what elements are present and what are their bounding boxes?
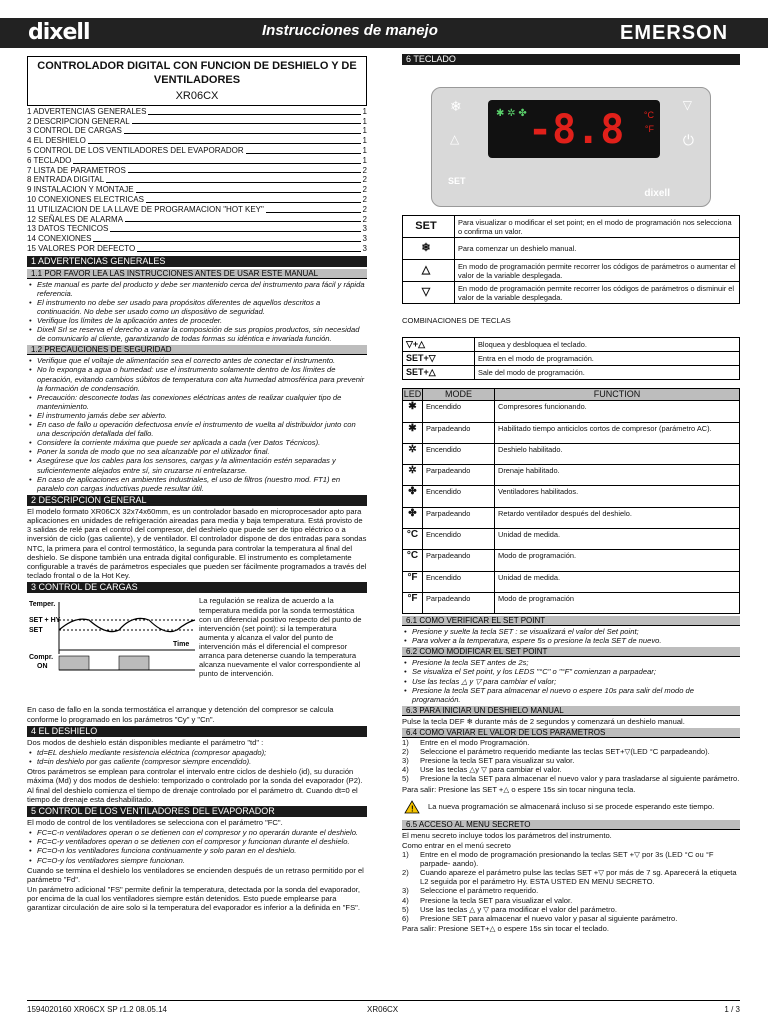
control-diagram (27, 596, 197, 704)
led-mode: Encendido (423, 443, 495, 464)
item-text: Cuando apareze el parámetro pulse las teclas SET +▽ por más de 7 sg. Aparecerá la etiqueta L2 seguida por el parámetro Hy. ESTA USTED EN MENU SECRETO. (420, 868, 737, 887)
item-number: 2) (402, 868, 409, 878)
list-item: • Para volver a la temperatura, espere 5s o presione la tecla SET de nuevo. (402, 636, 740, 645)
section-5-text-2: Cuando se termina el deshielo los ventiladores se encienden después de un retraso permitido por el parámetro "Fd". (27, 865, 364, 884)
led-function: Habilitado tiempo anticiclos cortos de compresor (parámetro AC). (495, 422, 740, 443)
section-3-text: La regulación se realiza de acuerdo a la temperatura medida por la sonda termostática con un diferencial positivo respecto del punto de intervención (set point): si la temperatura aumenta y alcanza el valor del punto de intervención más el diferencial el compresor arranca para detenerse cuando la temperatura alcanza nuevamente el valor correspondiente al punto de intervención. (199, 596, 362, 679)
combination-keys[interactable]: SET+▽ (406, 353, 436, 364)
item-number: 3) (402, 886, 409, 896)
toc-entry-title: 4 EL DESHIELO (27, 136, 86, 146)
numbered-item (402, 738, 740, 747)
diagram-compr-label: Compr. (29, 654, 54, 662)
combination-keys-cell (403, 338, 475, 352)
diagram-on-label: ON (37, 663, 48, 671)
key-row (403, 260, 740, 282)
led-row (403, 592, 740, 613)
numbered-item (402, 896, 740, 905)
section-6-4-heading: 6.4 COMO VARIAR EL VALOR DE LOS PARAMETROS (402, 728, 740, 738)
toc-leader (128, 166, 361, 174)
combination-row (403, 338, 740, 352)
toc-entry-title: 7 LISTA DE PARAMETROS (27, 165, 126, 175)
toc-entry-page: 3 (362, 243, 367, 253)
set-key[interactable]: SET (448, 176, 466, 186)
item-text: Use las teclas △y ▽ para cambiar el valor. (420, 765, 562, 775)
section-6-5-heading: 6.5 ACCESO AL MENU SECRETO (402, 820, 740, 830)
toc-entry-page: 1 (362, 116, 367, 126)
key-symbol[interactable]: ▽ (421, 286, 431, 298)
numbered-item (402, 914, 740, 923)
led-row (403, 507, 740, 528)
item-text: Use las teclas △ y ▽ para modificar el valor del parámetro. (420, 904, 617, 914)
section-1-1-list (27, 280, 367, 344)
list-item: • FC=C-y ventiladores operan o se detienen con el compresor y funcionan durante el deshielo. (27, 837, 367, 846)
item-text: Presione la tecla SET para visualizar el valor. (420, 895, 573, 905)
toc-entry[interactable] (27, 175, 367, 185)
led-row (403, 465, 740, 486)
section-5-text: El modo de control de los ventiladores se selecciona con el parámetro "FC". (27, 818, 283, 828)
item-text: Presione la tecla SET para almacenar el nuevo valor y para trasladarse al siguiente parámetro. (420, 774, 740, 784)
toc-entry-page: 2 (362, 204, 367, 214)
led-header-cell: LED (403, 389, 422, 400)
led-icon: °F (403, 571, 423, 592)
keyboard-display (488, 100, 660, 158)
list-item: • No lo exponga a agua o humedad: use el instrumento solamente dentro de los límites de operación, evitando cambios súbitos de temperatura con alta humedad atmosférica para prevenir la formación de condensación. (27, 365, 367, 392)
toc-entry-page: 1 (362, 136, 367, 146)
footer-model: XR06CX (367, 1005, 399, 1014)
item-number: 2) (402, 747, 409, 757)
numbered-item (402, 905, 740, 914)
section-6-4-exit: Para salir: Presione las SET +△ o espere 15s sin tocar ninguna tecla. (402, 784, 636, 794)
list-item: • En caso de fallo u operación defectuosa envíe el instrumento de vuelta al distribuidor junto con una descripción detallada del fallo. (27, 420, 367, 438)
led-function: Deshielo habilitado. (495, 443, 740, 464)
led-row (403, 550, 740, 571)
toc-entry[interactable] (27, 146, 367, 156)
list-item: • Se visualiza el Set point, y los LEDS "°C" o "°F" comienzan a parpadear; (402, 667, 740, 676)
toc-entry[interactable] (27, 234, 367, 244)
toc-entry-title: 9 INSTALACION Y MONTAJE (27, 185, 134, 195)
section-6-5-exit: Para salir: Presione SET+△ o espere 15s sin tocar el teclado. (402, 923, 609, 933)
up-arrow-icon[interactable]: △ (450, 132, 460, 146)
list-item: • Precaución: desconecte todas las conexiones eléctricas antes de realizar cualquier tipo de mantenimiento. (27, 393, 367, 411)
key-symbol[interactable]: ❄ (421, 242, 431, 254)
list-item: • En caso de aplicaciones en ambientes industriales, el uso de filtros (nuestro mod. FT1) en paralelo con cargas inductivas puede resultar útil. (27, 475, 367, 493)
led-icon: °F (403, 592, 423, 613)
led-mode: Parpadeando (423, 422, 495, 443)
left-column (27, 56, 367, 913)
key-combinations-table (402, 337, 740, 380)
led-icon: ✤ (403, 486, 423, 507)
item-number: 4) (402, 765, 409, 775)
toc-entry-page: 1 (362, 155, 367, 165)
toc-entry-title: 14 CONEXIONES (27, 234, 92, 244)
section-4-text: Dos modos de deshielo están disponibles mediante el parámetro "td" : (27, 737, 264, 747)
led-icon: °C (403, 550, 423, 571)
led-function: Ventiladores habilitados. (495, 486, 740, 507)
led-mode: Encendido (423, 571, 495, 592)
toc-leader (125, 215, 361, 223)
toc-entry-page: 2 (362, 214, 367, 224)
section-4-heading: 4 EL DESHIELO (27, 726, 367, 737)
list-item: • Verifique los límites de la aplicación antes de proceder. (27, 316, 367, 325)
toc-entry-page: 2 (362, 194, 367, 204)
item-number: 3) (402, 756, 409, 766)
list-item: • Presione y suelte la tecla SET : se visualizará el valor del Set point; (402, 627, 740, 636)
led-header-cell: MODE (423, 389, 495, 401)
list-item: • FC=O-y los ventiladores siempre funcionan. (27, 856, 367, 865)
section-6-5-list (402, 850, 740, 923)
diagram-time-label: Time (173, 641, 190, 649)
key-description: Para comenzar un deshielo manual. (455, 238, 740, 260)
list-item: • Presione la tecla SET antes de 2s; (402, 658, 740, 667)
toc-entry[interactable] (27, 215, 367, 225)
section-6-2-heading: 6.2 COMO MODIFICAR EL SET POINT (402, 647, 740, 657)
document-title: CONTROLADOR DIGITAL CON FUNCION DE DESHIELO Y DE VENTILADORES (37, 60, 357, 87)
keyboard-image (431, 87, 711, 207)
section-6-2-list (402, 658, 740, 703)
table-of-contents (27, 107, 367, 254)
led-mode: Parpadeando (423, 592, 495, 613)
dixell-logo: dixell (28, 20, 90, 45)
toc-entry-title: 8 ENTRADA DIGITAL (27, 175, 105, 185)
item-text: Presione SET para almacenar el nuevo valor y pasar al siguiente parámetro. (420, 913, 678, 923)
list-item: • El instrumento jamás debe ser abierto. (27, 411, 367, 420)
key-symbol-cell (403, 238, 455, 260)
list-item: • td=in deshielo por gas caliente (compresor siempre encendido). (27, 757, 367, 766)
diagram-temp-label: Temper. (29, 601, 56, 609)
toc-entry-title: 5 CONTROL DE LOS VENTILADORES DEL EVAPORADOR (27, 145, 244, 155)
diagram-set-label: SET (29, 627, 43, 635)
toc-entry-title: 10 CONEXIONES ELECTRICAS (27, 194, 144, 204)
key-symbol-cell (403, 216, 455, 238)
warning-note (404, 800, 740, 814)
list-item: • Presione la tecla SET para almacenar el nuevo o espere 10s para salir del modo de programación. (402, 686, 740, 704)
numbered-item (402, 850, 740, 868)
defrost-icon[interactable]: ❄ (450, 98, 462, 114)
diagram-sethy-label: SET + HY (29, 617, 61, 625)
item-number: 1) (402, 850, 409, 860)
led-icon: ✤ (403, 507, 423, 528)
svg-text:!: ! (411, 804, 414, 814)
toc-entry-page: 2 (362, 165, 367, 175)
key-combinations-heading: COMBINACIONES DE TECLAS (402, 316, 511, 325)
toc-entry[interactable] (27, 195, 367, 205)
section-6-4-list (402, 738, 740, 783)
key-symbol[interactable]: △ (421, 264, 431, 276)
toc-leader (106, 175, 360, 183)
toc-entry-page: 1 (362, 145, 367, 155)
combination-keys[interactable]: SET+△ (406, 367, 436, 378)
led-row (403, 401, 740, 422)
key-description: En modo de programación permite recorrer los códigos de parámetros o aumentar el valor de la variable desplegada. (455, 260, 740, 282)
item-text: Seleccione el parámetro requerido. (420, 886, 539, 896)
section-6-5-text-2: Como entrar en el menú secreto (402, 840, 511, 850)
toc-entry[interactable] (27, 126, 367, 136)
toc-entry-page: 3 (362, 234, 367, 244)
led-function: Unidad de medida. (495, 528, 740, 549)
document-title-box (27, 56, 367, 106)
item-text: Entre en el modo de programación presionando la teclas SET +▽ por 3s (LED °C ou °F parpade- aando). (420, 850, 714, 869)
warning-icon (404, 800, 420, 814)
toc-entry[interactable] (27, 136, 367, 146)
section-6-1-list (402, 627, 740, 645)
led-row (403, 422, 740, 443)
toc-leader (73, 156, 360, 164)
numbered-item (402, 886, 740, 895)
toc-entry-page: 1 (362, 106, 367, 116)
led-header-cell: FUNCTION (495, 389, 740, 401)
toc-leader (136, 185, 361, 193)
section-6-3-text: Pulse la tecla DEF ❄ durante más de 2 segundos y comenzará un deshielo manual. (402, 716, 685, 726)
list-item: • Asegúrese que los cables para los sensores, cargas y la alimentación estén separadas y suficientemente alejados entre sí, sin cruzarse ni entrelazarse. (27, 456, 367, 474)
section-2-text: El modelo formato XR06CX 32x74x60mm, es un controlador basado en microprocesador apto para aplicaciones en unidades de refrigeración aireadas para media y baja temperatura. Está provisto de 3 salidas de relé para el control del compresor, del deshielo que puede ser de tipo eléctrico o a inversión de ciclo (gas caliente), y de ventilador. El controlador dispone de dos entradas para sondas NTC, la primera para el control termostático, la segunda para controlar la temperatura al final del deshielo. Se dispone también una entrada digital configurable. El instrumento es completamente configurable a través de parámetros especiales que pueden ser fácilmente programados a través del teclado frontal o de la Hot Key. (27, 506, 367, 581)
led-function: Drenaje habilitado. (495, 465, 740, 486)
display-unit-f: °F (644, 124, 654, 134)
section-1-2-list (27, 356, 367, 492)
combination-keys[interactable]: ▽+△ (406, 339, 426, 350)
toc-entry[interactable] (27, 166, 367, 176)
led-mode: Encendido (423, 401, 495, 422)
toc-leader (146, 195, 361, 203)
down-arrow-icon[interactable]: ▽ (682, 98, 692, 112)
toc-entry-title: 6 TECLADO (27, 155, 72, 165)
led-icon: ✲ (403, 443, 423, 464)
toc-leader (148, 107, 360, 115)
led-row (403, 571, 740, 592)
toc-entry-page: 1 (362, 126, 367, 136)
list-item: • Este manual es parte del producto y debe ser mantenido cerca del instrumento para fácil y rápida referencia. (27, 280, 367, 298)
key-description: En modo de programación permite recorrer los códigos de parámetros o disminuir el valor de la variable desplegada. (455, 282, 740, 304)
section-1-2-heading: 1.2 PRECAUCIONES DE SEGURIDAD (27, 345, 367, 355)
section-6-heading: 6 TECLADO (402, 54, 740, 65)
toc-leader (132, 117, 361, 125)
key-symbol[interactable]: SET (415, 220, 437, 232)
section-6-1-heading: 6.1 COMO VERIFICAR EL SET POINT (402, 616, 740, 626)
numbered-item (402, 756, 740, 765)
item-text: Presione la tecla SET para visualizar su valor. (420, 756, 575, 766)
item-number: 5) (402, 774, 409, 784)
led-function: Compresores funcionando. (495, 401, 740, 422)
list-item: • Use las teclas △ y ▽ para cambiar el valor; (402, 677, 740, 686)
toc-leader (246, 146, 361, 154)
combination-keys-cell (403, 366, 475, 380)
led-function: Modo de programación. (495, 550, 740, 571)
warning-text: La nueva programación se almacenará incluso si se procede esperando este tiempo. (428, 802, 715, 812)
toc-entry[interactable] (27, 156, 367, 166)
page-footer (27, 1000, 740, 1015)
key-symbol-cell (403, 260, 455, 282)
item-number: 1) (402, 738, 409, 748)
item-number: 6) (402, 913, 409, 923)
toc-entry[interactable] (27, 117, 367, 127)
section-6-3-heading: 6.3 PARA INICIAR UN DESHIELO MANUAL (402, 706, 740, 716)
footer-page-number: 1 / 3 (724, 1005, 740, 1014)
toc-leader (93, 234, 360, 242)
toc-entry[interactable] (27, 107, 367, 117)
item-number: 4) (402, 895, 409, 905)
led-mode: Parpadeando (423, 465, 495, 486)
led-mode: Parpadeando (423, 550, 495, 571)
numbered-item (402, 747, 740, 756)
toc-entry[interactable] (27, 185, 367, 195)
led-function: Unidad de medida. (495, 571, 740, 592)
led-mode: Encendido (423, 486, 495, 507)
toc-leader (137, 244, 360, 252)
combination-description: Entra en el modo de programación. (475, 352, 740, 366)
toc-entry-page: 3 (362, 224, 367, 234)
toc-entry-page: 2 (362, 175, 367, 185)
key-row (403, 216, 740, 238)
toc-entry[interactable] (27, 205, 367, 215)
combination-description: Bloquea y desbloquea el teclado. (475, 338, 740, 352)
section-2-heading: 2 DESCRIPCION GENERAL (27, 495, 367, 506)
item-text: Seleccione el parámetro requerido mediante las teclas SET+▽(LED °C parpadeando). (420, 747, 710, 757)
section-1-1-heading: 1.1 POR FAVOR LEA LAS INSTRUCCIONES ANTES DE USAR ESTE MANUAL (27, 269, 367, 279)
list-item: • td=EL deshielo mediante resistencia eléctrica (compresor apagado); (27, 748, 367, 757)
combination-keys-cell (403, 352, 475, 366)
numbered-item (402, 765, 740, 774)
section-1-heading: 1 ADVERTENCIAS GENERALES (27, 256, 367, 267)
section-3-heading: 3 CONTROL DE CARGAS (27, 582, 367, 593)
header-banner (0, 18, 768, 48)
toc-entry-title: 3 CONTROL DE CARGAS (27, 126, 122, 136)
document-model: XR06CX (175, 89, 219, 102)
section-6-5-text: El menu secreto incluye todos los parámetros del instrumento. (402, 830, 612, 840)
list-item: • FC=C-n ventiladores operan o se detienen con el compresor y no operarán durante el deshielo. (27, 828, 367, 837)
toc-entry-title: 11 UTILIZACION DE LA LLAVE DE PROGRAMACION "HOT KEY" (27, 204, 264, 214)
led-icon: ✱ (403, 422, 423, 443)
header-title: Instrucciones de manejo (262, 22, 438, 39)
section-5-text-3: Un parámetro adicional "FS" permite definir la temperatura, detectada por la sonda del evaporador, por encima de la cual los ventiladores siempre están detenidos. Esto puede emplearse para garantizar circulación de aire solo si la temperatura del evaporador es inferior a la definida en "FS". (27, 885, 360, 913)
item-number: 5) (402, 904, 409, 914)
toc-leader (124, 126, 361, 134)
led-function: Retardo ventilador después del deshielo. (495, 507, 740, 528)
led-row (403, 486, 740, 507)
right-column (402, 52, 740, 933)
toc-leader (110, 224, 360, 232)
footer-code: 1594020160 XR06CX SP r1.2 08.05.14 (27, 1005, 167, 1014)
led-icon: ✲ (403, 465, 423, 486)
numbered-item (402, 868, 740, 886)
display-value: -8.8 (528, 107, 625, 153)
toc-entry-title: 13 DATOS TECNICOS (27, 224, 109, 234)
section-3-text-2: En caso de fallo en la sonda termostática el arranque y detención del compresor se calcula conforme lo programado en los parámetros "Cy" y "Cn". (27, 705, 334, 724)
led-icon: ✱ (403, 401, 423, 422)
led-row (403, 443, 740, 464)
list-item: • Poner la sonda de modo que no sea alcanzable por el utilizador final. (27, 447, 367, 456)
led-mode: Encendido (423, 528, 495, 549)
led-icon: °C (403, 528, 423, 549)
led-header-row (403, 389, 740, 401)
section-5-heading: 5 CONTROL DE LOS VENTILADORES DEL EVAPORADOR (27, 806, 367, 817)
combination-description: Sale del modo de programación. (475, 366, 740, 380)
toc-entry-title: 12 SEÑALES DE ALARMA (27, 214, 124, 224)
led-row (403, 528, 740, 549)
toc-leader (266, 205, 361, 213)
toc-entry-title: 15 VALORES POR DEFECTO (27, 243, 136, 253)
toc-leader (88, 136, 361, 144)
combination-row (403, 352, 740, 366)
control-diagram-block (27, 596, 367, 704)
list-item: • Considere la corriente máxima que puede ser aplicada a cada (ver Datos Técnicos). (27, 438, 367, 447)
toc-entry[interactable] (27, 224, 367, 234)
keys-table (402, 215, 740, 304)
key-description: Para visualizar o modificar el set point; en el modo de programación nos selecciona o confirma un valor. (455, 216, 740, 238)
display-unit-c: °C (643, 110, 654, 120)
section-5-list (27, 828, 367, 864)
display-led-icons: ✱ ✲ ✤ (496, 108, 527, 119)
led-mode: Parpadeando (423, 507, 495, 528)
list-item: • El instrumento no debe ser usado para propósitos diferentes de aquellos descritos a continuación. No debe ser usado como un dispositivo de seguridad. (27, 298, 367, 316)
combination-row (403, 366, 740, 380)
numbered-item (402, 774, 740, 783)
toc-entry[interactable] (27, 244, 367, 254)
section-4-list (27, 748, 367, 766)
toc-entry-page: 2 (362, 185, 367, 195)
led-function: Modo de programación (495, 592, 740, 613)
power-icon[interactable]: ⏻ (682, 132, 694, 148)
list-item: • Dixell Srl se reserva el derecho a variar la composición de sus propios productos, sin necesidad de comunicarlo al cliente, garantizando de todas formas su idéntica e invariada función. (27, 325, 367, 343)
emerson-logo: EMERSON (620, 22, 729, 44)
key-row (403, 282, 740, 304)
toc-entry-title: 2 DESCRIPCION GENERAL (27, 116, 130, 126)
item-text: Entre en el modo Programación. (420, 738, 530, 748)
key-row (403, 238, 740, 260)
section-4-text-2: Otros parámetros se emplean para controlar el intervalo entre ciclos de deshielo (id), su duración máxima (Md) y dos modos de deshielo: temporizado o controlado por la sonda del evaporador (P2). Al final del deshielo comienza el tiempo de drenaje controlado por el parámetro dt. Cuando dt=0 el tiempo de drenaje esta deshabilitado. (27, 767, 363, 804)
led-table (402, 388, 740, 614)
toc-entry-title: 1 ADVERTENCIAS GENERALES (27, 106, 147, 116)
keyboard-brand: dixell (644, 188, 670, 199)
list-item: • FC=O-n los ventiladores funciona continuamente y solo paran en el deshielo. (27, 846, 367, 855)
list-item: • Verifique que el voltaje de alimentación sea el correcto antes de conectar el instrumento. (27, 356, 367, 365)
key-symbol-cell (403, 282, 455, 304)
